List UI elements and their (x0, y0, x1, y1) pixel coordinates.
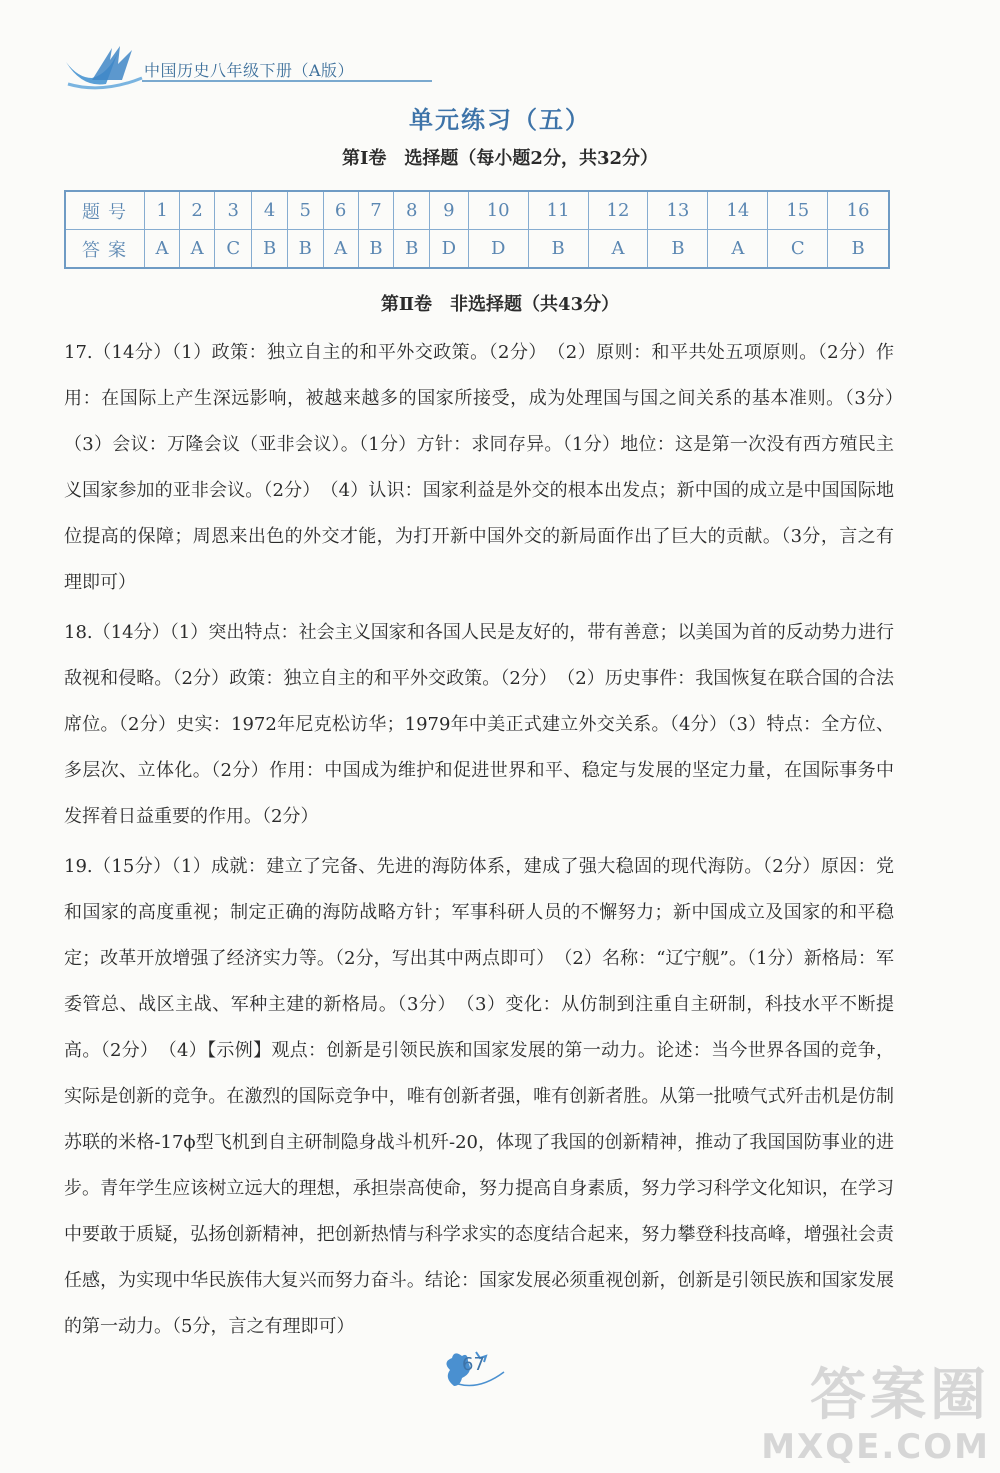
answer-cell: C (768, 230, 828, 269)
answer-18: 18.（14分）（1）突出特点：社会主义国家和各国人民是友好的，带有善意；以美国为首的反动势力进行敌视和侵略。（2分）政策：独立自主的和平外交政策。（2分） （2）历史事件：我国恢复在联合国的合法席位。（2分）史实：1972年尼克松访华；1979年中美正式建立外交关系。（4分）（3）特点：全方位、多层次、立体化。（2分）作用：中国成为维护和促进世界和平、稳定与发展的坚定力量，在国际事务中发挥着日益重要的作用。（2分） (64, 622, 894, 827)
answer-cell: A (180, 230, 215, 269)
answer-cell: A (708, 230, 768, 269)
answer-table (64, 190, 890, 269)
number-cell: 4 (252, 191, 288, 230)
watermark-brand: 答案圈 (810, 1363, 990, 1428)
answer-cell: B (358, 230, 394, 269)
number-cell: 14 (708, 191, 768, 230)
number-cell: 8 (394, 191, 430, 230)
answer-cell: D (430, 230, 469, 269)
answer-cell: B (394, 230, 430, 269)
number-cell: 6 (323, 191, 358, 230)
number-cell: 5 (287, 191, 323, 230)
answer-cell: B (828, 230, 889, 269)
number-cell: 3 (215, 191, 252, 230)
number-cell: 1 (145, 191, 180, 230)
number-cell: 12 (588, 191, 648, 230)
page-number: 67 (462, 1354, 485, 1375)
answer-cell: B (287, 230, 323, 269)
page-title: 单元练习（五） (409, 105, 591, 134)
answer-cell: A (323, 230, 358, 269)
book-header (62, 44, 392, 94)
answer-cell: B (252, 230, 288, 269)
answer-cell: A (588, 230, 648, 269)
answer-row (65, 230, 889, 269)
answer-19: 19.（15分）（1）成就：建立了完备、先进的海防体系，建成了强大稳固的现代海防。（2分）原因：党和国家的高度重视；制定正确的海防战略方针；军事科研人员的不懈努力；新中国成立及国家的和平稳定；改革开放增强了经济实力等。（2分，写出其中两点即可） （2）名称：“辽宁舰”。（1分）新格局：军委管总、战区主战、军种主建的新格局。（3分） （3）变化：从仿制到注重自主研制，科技水平不断提高。（2分） （4）【示例】观点：创新是引领民族和国家发展的第一动力。论述：当今世界各国的竞争，实际是创新的竞争。在激烈的国际竞争中，唯有创新者强，唯有创新者胜。从第一批喷气式歼击机是仿制苏联的米格-17ϕ型飞机到自主研制隐身战斗机歼-20，体现了我国的创新精神，推动了我国国防事业的进步。青年学生应该树立远大的理想，承担崇高使命，努力提高自身素质，努力学习科学文化知识，在学习中要敢于质疑，弘扬创新精神，把创新热情与科学求实的态度结合起来，努力攀登科技高峰，增强社会责任感，为实现中华民族伟大复兴而努力奋斗。结论：国家发展必须重视创新，创新是引领民族和国家发展的第一动力。（5分，言之有理即可） (64, 856, 894, 1337)
answer-17: 17.（14分）（1）政策：独立自主的和平外交政策。（2分） （2）原则：和平共处五项原则。（2分）作用：在国际上产生深远影响，被越来越多的国家所接受，成为处理国与国之间关系的基本准则。（3分） （3）会议：万隆会议（亚非会议）。（1分）方针：求同存异。（1分）地位：这是第一次没有西方殖民主义国家参加的亚非会议。（2分） （4）认识：国家利益是外交的根本出发点；新中国的成立是中国国际地位提高的保障；周恩来出色的外交才能，为打开新中国外交的新局面作出了巨大的贡献。（3分，言之有理即可） (64, 342, 912, 593)
header-underline (142, 80, 432, 82)
row-label-answers: 答案 (65, 230, 145, 269)
number-cell: 16 (828, 191, 889, 230)
section2-title: 第Ⅱ卷 非选择题（共43分） (380, 294, 620, 315)
watermark-domain: MXQE.COM (761, 1427, 990, 1467)
book-logo-icon (62, 44, 152, 94)
answer-body (64, 330, 912, 1354)
watermark (761, 1365, 990, 1467)
section1-title: 第Ⅰ卷 选择题（每小题2分，共32分） (342, 148, 658, 169)
answer-cell: B (648, 230, 708, 269)
question-number-row (65, 191, 889, 230)
number-cell: 2 (180, 191, 215, 230)
page-number-badge (440, 1348, 510, 1388)
answer-cell: C (215, 230, 252, 269)
number-cell: 13 (648, 191, 708, 230)
answer-cell: B (528, 230, 588, 269)
number-cell: 15 (768, 191, 828, 230)
row-label-numbers: 题号 (65, 191, 145, 230)
answer-cell: D (468, 230, 528, 269)
number-cell: 11 (528, 191, 588, 230)
answer-cell: A (145, 230, 180, 269)
number-cell: 7 (358, 191, 394, 230)
number-cell: 10 (468, 191, 528, 230)
number-cell: 9 (430, 191, 469, 230)
book-title: 中国历史八年级下册（A版） (144, 61, 355, 80)
